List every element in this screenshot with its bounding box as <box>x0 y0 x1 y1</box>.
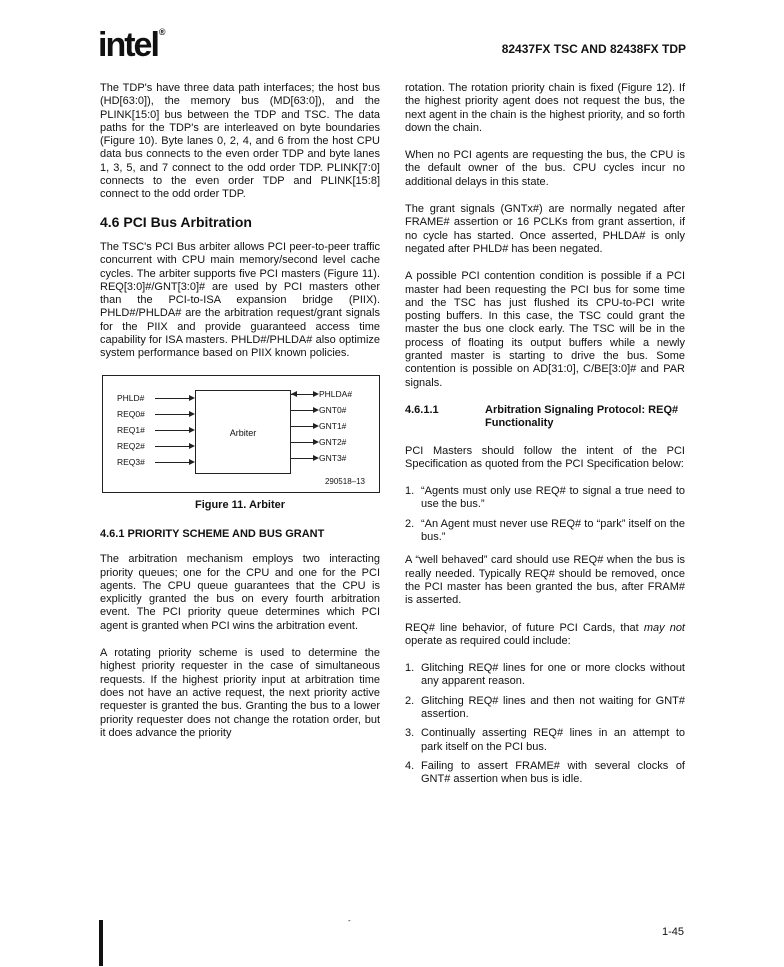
left-column <box>100 82 380 754</box>
paragraph-pci-masters: PCI Masters should follow the intent of the PCI Specification as quoted from the PCI Specification below: <box>405 444 685 470</box>
input-arrow-line <box>155 446 189 447</box>
output-arrow-line <box>291 458 313 459</box>
right-signal-label: GNT2# <box>319 436 347 447</box>
paragraph-well-behaved: A “well behaved” card should use REQ# when the bus is really needed. Typically REQ# should be removed, once the PCI master has been granted the bus, after FRAM# is asserted. <box>405 554 685 607</box>
section-heading-pci-arbitration: 4.6 PCI Bus Arbitration <box>100 213 252 230</box>
arbiter-figure <box>102 375 380 493</box>
paragraph-rotation: rotation. The rotation priority chain is fixed (Figure 12). If the highest priority agent does not request the bus, the next agent in the chain is the highest priority, and so forth down the chain. <box>405 82 685 134</box>
input-arrow-line <box>155 414 189 415</box>
right-signal-label: GNT3# <box>319 452 347 463</box>
input-arrow-line <box>155 398 189 399</box>
left-signal-label: REQ3# <box>117 456 145 467</box>
right-signal-label: PHLDA# <box>319 388 353 399</box>
arrowhead-right-icon <box>189 443 195 449</box>
list-item-number: 1. <box>405 662 415 675</box>
list-item-number: 1. <box>405 485 415 498</box>
input-arrow-line <box>155 462 189 463</box>
document-title: 82437FX TSC AND 82438FX TDP <box>501 42 686 56</box>
list-item <box>405 695 685 722</box>
figure-caption: Figure 11. Arbiter <box>194 498 286 511</box>
list-item-number: 3. <box>405 727 415 740</box>
arrowhead-left-icon <box>291 391 297 397</box>
right-signal-label: GNT1# <box>319 420 347 431</box>
paragraph-priority-queues: The arbitration mechanism employs two interacting priority queues; one for the CPU and one for the PCI agents. The CPU queue guarantees that the CPU is explicitly granted the bus on every fourth arbitration event. The PCI priority queue determines which PCI agent is granted when PCI wins the arbitration event. <box>100 553 380 632</box>
output-arrow-line <box>291 442 313 443</box>
list-item <box>405 760 685 787</box>
left-signal-label: REQ2# <box>117 440 145 451</box>
list-item-number: 4. <box>405 759 415 772</box>
list-item-text: Glitching REQ# lines for one or more clocks without any apparent reason. <box>421 662 685 688</box>
arrowhead-right-icon <box>189 427 195 433</box>
subsubsection-heading-req <box>405 404 685 431</box>
paragraph-data-paths: The TDP's have three data path interfaces; the host bus (HD[63:0]), the memory bus (MD[63:0]), and the PLINK[15:0] bus between the TDP and TSC. The data paths for the TDP's are interleaved on byte boundaries (Figure 10). Byte lanes 0, 2, 4, and 6 from the host CPU data bus connects to the even order TDP and byte lanes 1, 3, 5, and 7 connect to the odd order TDP. PLINK[7:0] connects to the even order TDP and PLINK[15:8] connect to the odd order TDP. <box>100 82 380 201</box>
paragraph-req-behavior: REQ# line behavior, of future PCI Cards, that may not operate as required could include: <box>405 621 685 647</box>
intel-logo: intel® <box>98 26 166 64</box>
arbiter-block <box>195 390 291 474</box>
list-item-number: 2. <box>405 694 415 707</box>
heading-text: Arbitration Signaling Protocol: REQ# Functionality <box>485 403 679 430</box>
arrowhead-right-icon <box>189 459 195 465</box>
arrowhead-right-icon <box>189 395 195 401</box>
heading-number: 4.6.1.1 <box>405 403 439 416</box>
list-item-text: “An Agent must never use REQ# to “park” itself on the bus.” <box>421 517 685 544</box>
subsection-heading-priority: 4.6.1 PRIORITY SCHEME AND BUS GRANT <box>100 527 325 540</box>
change-bar <box>99 920 103 966</box>
left-signal-label: REQ1# <box>117 424 145 435</box>
list-item-text: Glitching REQ# lines and then not waiting for GNT# assertion. <box>421 694 685 720</box>
output-arrow-line <box>291 426 313 427</box>
list-item <box>405 727 685 754</box>
list-item <box>405 485 685 512</box>
behavior-list <box>405 662 685 786</box>
left-signal-label: REQ0# <box>117 408 145 419</box>
right-column <box>405 82 685 796</box>
figure-number: 290518–13 <box>324 477 365 487</box>
paragraph-grant-signals: The grant signals (GNTx#) are normally negated after FRAME# assertion or 16 PCLKs from grant assertion, if no cycle has started. Once asserted, PHLDA# is only negated after PHLD# has been negated. <box>405 203 685 255</box>
list-item-text: “Agents must only use REQ# to signal a true need to use the bus.” <box>421 485 685 511</box>
list-item-number: 2. <box>405 517 415 530</box>
paragraph-contention: A possible PCI contention condition is possible if a PCI master had been requesting the PCI bus for some time and the TSC has just flushed its CPU-to-PCI write posting buffers. In this case, the TSC could grant the master the bus one clock early. The TSC will be in the process of floating its output buffers while a newly granted master is starting to drive the bus. Some contention is possible on AD[31:0], C/BE[3:0]# and PAR signals. <box>405 270 685 389</box>
list-item-text: Failing to assert FRAME# with several clocks of GNT# assertion when bus is idle. <box>421 759 685 786</box>
list-item <box>405 662 685 689</box>
paragraph-pci-arbiter: The TSC's PCI Bus arbiter allows PCI peer-to-peer traffic concurrent with CPU main memory/second level cache cycles. The arbiter supports five PCI masters (Figure 11). REQ[3:0]#/GNT[3:0]# are used by PCI masters other than the PCI-to-ISA expansion bridge (PIIX). PHLD#/PHLDA# are the arbitration request/grant signals for the PIIX and provide guaranteed access time capability for ISA masters. PHLD#/PHLDA# also optimize system performance based on PIIX known policies. <box>100 240 380 360</box>
page-number: 1-45 <box>661 926 684 938</box>
list-item <box>405 518 685 545</box>
paragraph-default-owner: When no PCI agents are requesting the bus, the CPU is the default owner of the bus. CPU cycles incur no additional delays in this state. <box>405 149 685 188</box>
paragraph-rotating-priority: A rotating priority scheme is used to determine the highest priority requester in the case of simultaneous requests. If the highest priority input at arbitration time does not have an active request, the next priority active requester is granted the bus. Granting the bus to a lower priority requester does not change the rotation order, but it does advance the priority <box>100 647 380 739</box>
right-signal-label: GNT0# <box>319 404 347 415</box>
arrowhead-right-icon <box>189 411 195 417</box>
page-mark: - <box>348 916 351 925</box>
left-signal-label: PHLD# <box>117 392 145 403</box>
list-item-text: Continually asserting REQ# lines in an attempt to park itself on the PCI bus. <box>421 727 685 753</box>
registered-mark: ® <box>158 27 166 37</box>
output-arrow-line <box>291 410 313 411</box>
quote-list <box>405 485 685 544</box>
input-arrow-line <box>155 430 189 431</box>
arbiter-label: Arbiter <box>229 427 257 438</box>
